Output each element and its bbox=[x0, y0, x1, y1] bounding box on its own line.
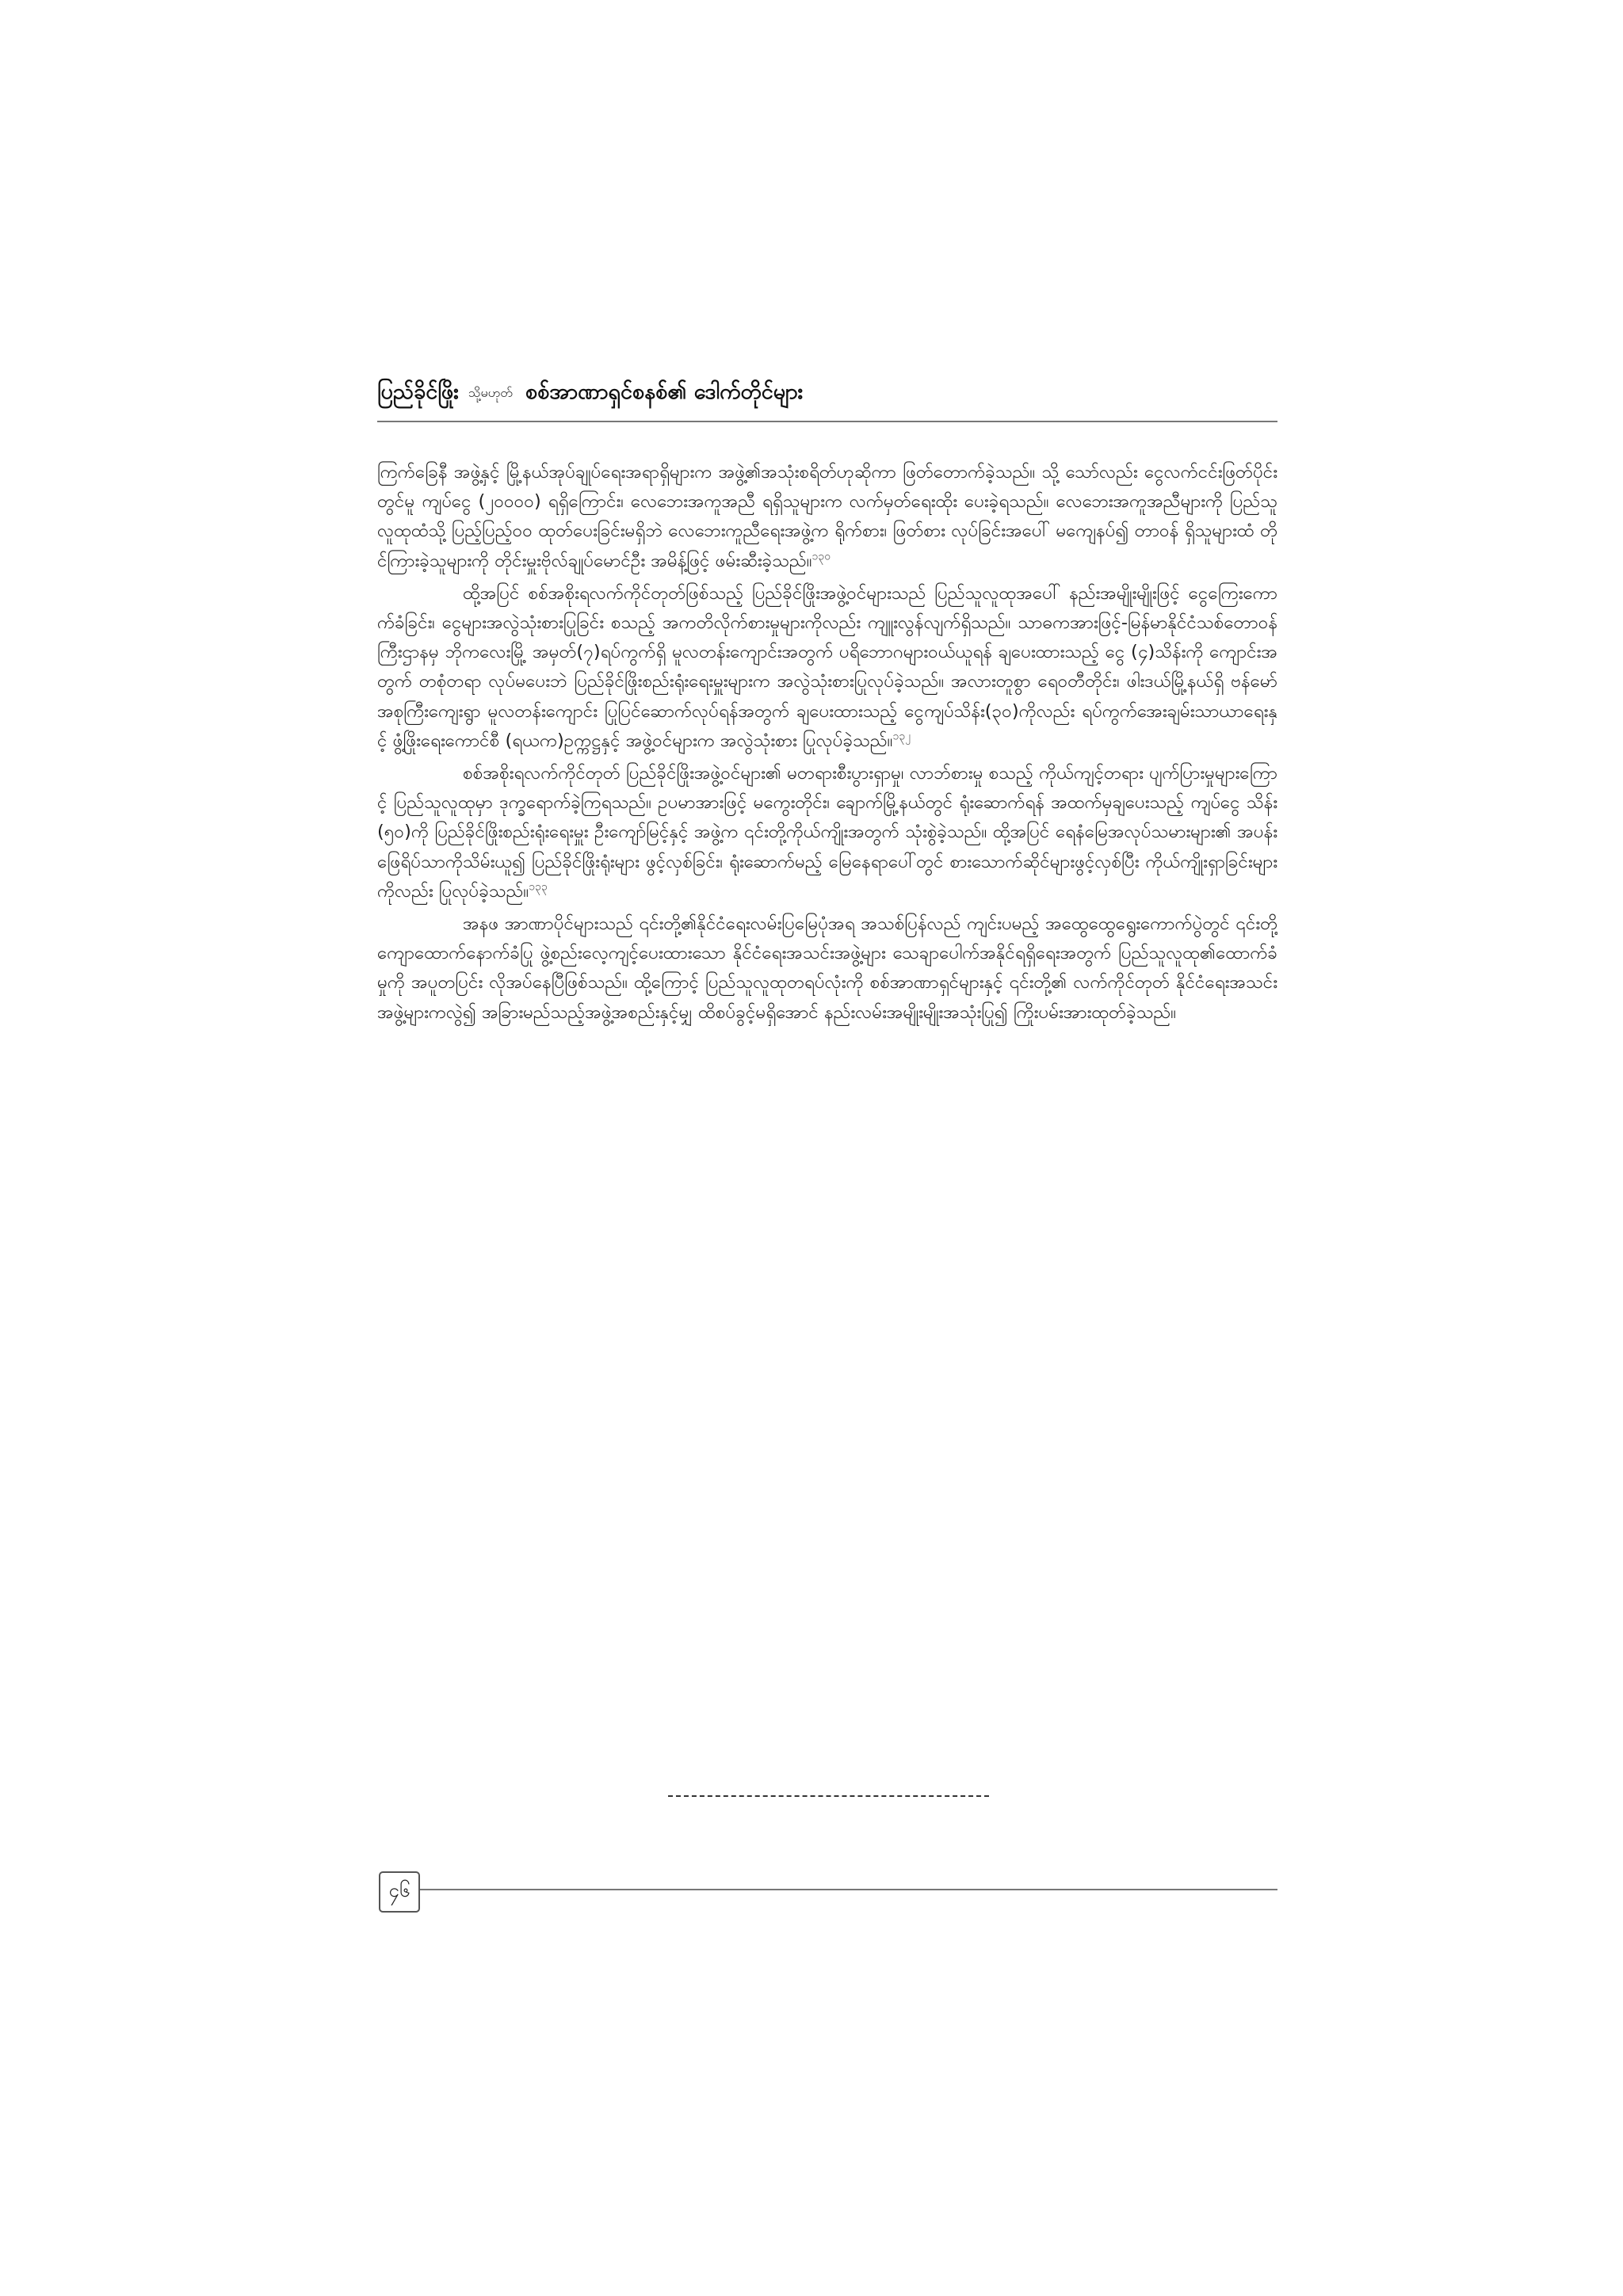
paragraph-text: ထို့အပြင် စစ်အစိုးရလက်ကိုင်တုတ်ဖြစ်သည့် ပြည်ခိုင်ဖြိုးအဖွဲ့ဝင်များသည် ပြည်သူလူထုအပေါ် နည်းအမျိုးမျိုးဖြင့် ငွေကြေးကောက်ခံခြင်း၊ ငွေများအလွဲသုံးစားပြုခြင်း စသည့် အကတိလိုက်စားမှုများကိုလည်း ကျူးလွန်လျက်ရှိသည်။ သာဓကအားဖြင့်-မြန်မာနိုင်ငံသစ်တောဝန်ကြီးဌာနမှ ဘိုကလေးမြို့ အမှတ်(၇)ရပ်ကွက်ရှိ မူလတန်းကျောင်းအတွက် ပရိဘောဂများဝယ်ယူရန် ချပေးထားသည့် ငွေ (၄)သိန်းကို ကျောင်းအတွက် တစုံတရာ လုပ်မပေးဘဲ ပြည်ခိုင်ဖြိုးစည်းရုံးရေးမှူးများက အလွဲသုံးစားပြုလုပ်ခဲ့သည်။ အလားတူစွာ ရေဝတီတိုင်း၊ ဖါးဒယ်မြို့နယ်ရှိ ဗန်မော်အစုကြီးကျေးရွာ မူလတန်းကျောင်း ပြုပြင်ဆောက်လုပ်ရန်အတွက် ချပေးထားသည့် ငွေကျပ်သိန်း(၃၀)ကိုလည်း ရပ်ကွက်အေးချမ်းသာယာရေးနှင့် ဖွံ့ဖြိုးရေးကောင်စီ (ရယက)ဥက္ကဋ္ဌနှင့် အဖွဲ့ဝင်များက အလွဲသုံးစား ပြုလုပ်ခဲ့သည်။ bbox=[377, 582, 1277, 751]
header-title-connector: သို့မဟုတ် bbox=[468, 385, 513, 400]
running-header bbox=[377, 372, 1277, 415]
paragraph bbox=[377, 458, 1277, 576]
section-end-separator bbox=[668, 1795, 989, 1797]
footer-divider bbox=[420, 1889, 1277, 1890]
header-title-main: ပြည်ခိုင်ဖြိုး bbox=[377, 379, 460, 404]
paragraph bbox=[377, 579, 1277, 756]
footnote-marker: ၁၃၀ bbox=[812, 550, 831, 563]
paragraph-text: အနဖ အာဏာပိုင်များသည် ၎င်းတို့၏နိုင်ငံရေးလမ်းပြမြေပုံအရ အသစ်ပြန်လည် ကျင်းပမည့် အထွေထွေရွေးကောက်ပွဲတွင် ၎င်းတို့ကျောထောက်နောက်ခံပြု ဖွဲ့စည်းလေ့ကျင့်ပေးထားသော နိုင်ငံရေးအသင်းအဖွဲ့များ သေချာပေါက်အနိုင်ရရှိရေးအတွက် ပြည်သူလူထု၏ထောက်ခံမှုကို အပူတပြင်း လိုအပ်နေပြီဖြစ်သည်။ ထို့ကြောင့် ပြည်သူလူထုတရပ်လုံးကို စစ်အာဏာရှင်များနှင့် ၎င်းတို့၏ လက်ကိုင်တုတ် နိုင်ငံရေးအသင်းအဖွဲ့များကလွဲ၍ အခြားမည်သည့်အဖွဲ့အစည်းနှင့်မျှ ထိစပ်ခွင့်မရှိအောင် နည်းလမ်းအမျိုးမျိုးအသုံးပြု၍ ကြိုးပမ်းအားထုတ်ခဲ့သည်။ bbox=[377, 913, 1277, 1023]
body-text bbox=[377, 458, 1277, 1607]
header-divider bbox=[377, 421, 1277, 422]
header-title-subtitle: စစ်အာဏာရှင်စနစ်၏ ဒေါက်တိုင်များ bbox=[525, 379, 804, 404]
footnote-marker: ၁၃၃ bbox=[529, 880, 548, 894]
footnote-marker: ၁၃၂ bbox=[892, 730, 911, 743]
paragraph-text: စစ်အစိုးရလက်ကိုင်တုတ် ပြည်ခိုင်ဖြိုးအဖွဲ့ဝင်များ၏ မတရားစီးပွားရှာမှု၊ လာဘ်စားမှု စသည့် ကိုယ်ကျင့်တရား ပျက်ပြားမှုများကြောင့် ပြည်သူလူထုမှာ ဒုက္ခရောက်ခဲ့ကြရသည်။ ဥပမာအားဖြင့် မကွေးတိုင်း၊ ချောက်မြို့နယ်တွင် ရုံးဆောက်ရန် အထက်မှချပေးသည့် ကျပ်ငွေ သိန်း(၅၀)ကို ပြည်ခိုင်ဖြိုးစည်းရုံးရေးမှူး ဦးကျော်မြင့်နှင့် အဖွဲ့က ၎င်းတို့ကိုယ်ကျိုးအတွက် သုံးစွဲခဲ့သည်။ ထို့အပြင် ရေနံမြေအလုပ်သမားများ၏ အပန်းဖြေရိပ်သာကိုသိမ်းယူ၍ ပြည်ခိုင်ဖြိုးရုံးများ ဖွင့်လှစ်ခြင်း၊ ရုံးဆောက်မည့် မြေနေရာပေါ်တွင် စားသောက်ဆိုင်များဖွင့်လှစ်ပြီး ကိုယ်ကျိုးရှာခြင်းများကိုလည်း ပြုလုပ်ခဲ့သည်။ bbox=[377, 763, 1277, 902]
page-number: ၄၆ bbox=[379, 1871, 420, 1913]
paragraph bbox=[377, 759, 1277, 906]
paragraph bbox=[377, 910, 1277, 1028]
paragraph-text: ကြက်ခြေနီ အဖွဲ့နှင့် မြို့နယ်အုပ်ချုပ်ရေးအရာရှိများက အဖွဲ့၏အသုံးစရိတ်ဟုဆိုကာ ဖြတ်တောက်ခဲ့သည်။ သို့ သော်လည်း ငွေလက်ငင်းဖြတ်ပိုင်းတွင်မူ ကျပ်ငွေ (၂၀၀၀၀) ရရှိကြောင်း၊ လေဘေးအကူအညီ ရရှိသူများက လက်မှတ်ရေးထိုး ပေးခဲ့ရသည်။ လေဘေးအကူအညီများကို ပြည်သူလူထုထံသို့ ပြည့်ပြည့်ဝဝ ထုတ်ပေးခြင်းမရှိဘဲ လေဘေးကူညီရေးအဖွဲ့က ရိုက်စား၊ ဖြတ်စား လုပ်ခြင်းအပေါ် မကျေနပ်၍ တာဝန် ရှိသူများထံ တိုင်ကြားခဲ့သူများကို တိုင်းမှူးဗိုလ်ချုပ်မောင်ဦး အမိန့်ဖြင့် ဖမ်းဆီးခဲ့သည်။ bbox=[377, 462, 1277, 571]
